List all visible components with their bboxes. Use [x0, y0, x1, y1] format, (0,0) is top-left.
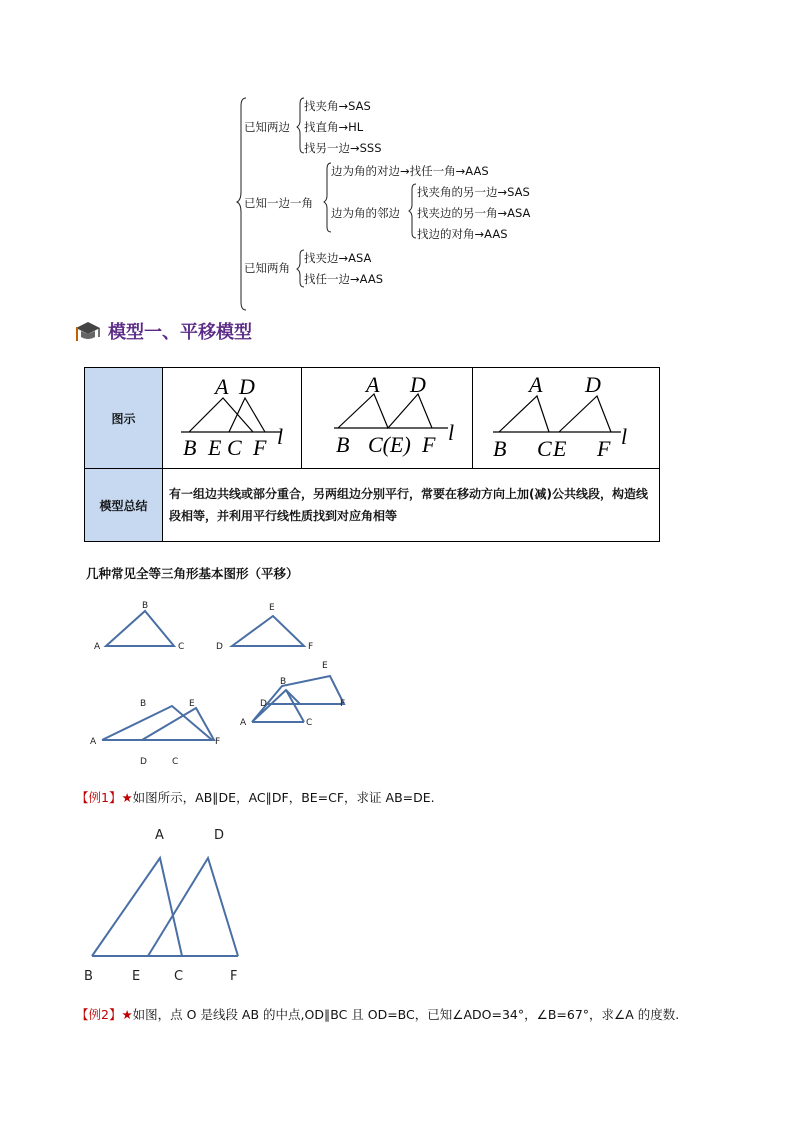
tree-item: 边为角的邻边 [331, 206, 400, 220]
tree-item: 找任一边→AAS [304, 272, 383, 286]
fig-label: l [277, 424, 284, 449]
svg-text:E: E [189, 699, 195, 709]
fig-label: B [336, 432, 350, 457]
svg-text:E: E [132, 969, 141, 984]
fig-label: C [537, 436, 552, 461]
svg-text:E: E [269, 603, 275, 613]
fig-label: F [253, 435, 267, 460]
fig-label: F [597, 436, 611, 461]
tree-item: 找夹边的另一角→ASA [417, 206, 531, 220]
fig-label: l [448, 420, 455, 445]
tree-root-3: 已知两角 [244, 261, 290, 275]
svg-text:D: D [140, 757, 147, 767]
tree-item: 找夹边→ASA [304, 251, 372, 265]
example-2 [76, 1005, 679, 1023]
graduation-cap-icon [74, 319, 102, 343]
svg-text:B: B [84, 969, 93, 984]
example-1 [76, 788, 435, 806]
fig-label: D [239, 374, 255, 399]
svg-text:F: F [308, 642, 314, 652]
section-title: 模型一、平移模型 [108, 322, 252, 343]
figure-svg [163, 368, 301, 464]
tree-root-1: 已知两边 [244, 120, 290, 134]
fig-label: C(E) [368, 432, 411, 457]
model-summary: 有一组边共线或部分重合，另两组边分别平行，常要在移动方向上加(减)公共线段，构造线段相等，并利用平行线性质找到对应角相等 [163, 469, 660, 542]
example-label: 【例1】 [76, 790, 122, 805]
classification-tree [236, 92, 576, 312]
example-1-figure [76, 820, 276, 990]
svg-text:B: B [280, 677, 287, 687]
svg-text:F: F [215, 737, 221, 747]
figure-svg [473, 368, 659, 464]
fig-label: D [410, 372, 426, 397]
subheading: 几种常见全等三角形基本图形（平移） [86, 566, 299, 581]
svg-text:B: B [140, 699, 147, 709]
figure-svg [302, 368, 472, 464]
model-table [84, 367, 660, 542]
fig-label: A [529, 372, 543, 397]
fig-label: E [208, 435, 222, 460]
tree-item: 找夹角→SAS [304, 99, 371, 113]
tree-root-2: 已知一边一角 [244, 196, 313, 210]
fig-label: D [585, 372, 601, 397]
tree-item: 边为角的对边→找任一角→AAS [331, 164, 489, 178]
row-label-figure: 图示 [85, 368, 163, 469]
svg-text:C: C [174, 969, 184, 984]
model-figure-3 [473, 368, 660, 469]
basic-figures [90, 596, 370, 772]
svg-text:A: A [240, 718, 247, 728]
svg-text:A: A [155, 828, 164, 843]
tree-item: 找直角→HL [304, 120, 364, 134]
fig-label: B [493, 436, 507, 461]
fig-label: A [215, 374, 229, 399]
star-icon: ★ [121, 1007, 133, 1022]
example-label: 【例2】 [76, 1007, 122, 1022]
svg-text:C: C [306, 718, 313, 728]
fig-label: E [553, 436, 567, 461]
tree-item: 找夹角的另一边→SAS [417, 185, 530, 199]
svg-text:A: A [90, 737, 97, 747]
model-figure-1 [163, 368, 302, 469]
svg-text:D: D [214, 828, 225, 843]
svg-text:C: C [172, 757, 179, 767]
svg-text:E: E [322, 661, 328, 671]
svg-text:D: D [260, 699, 267, 709]
tree-item: 找另一边→SSS [304, 141, 382, 155]
fig-label: l [621, 424, 628, 449]
svg-text:F: F [340, 699, 346, 709]
fig-label: A [366, 372, 380, 397]
example-text: 如图所示，AB∥DE，AC∥DF，BE=CF，求证 AB=DE. [132, 790, 435, 805]
fig-label: B [183, 435, 197, 460]
svg-text:C: C [178, 642, 185, 652]
svg-text:F: F [230, 969, 238, 984]
fig-label: C [227, 435, 242, 460]
row-label-summary: 模型总结 [85, 469, 163, 542]
svg-text:B: B [142, 601, 149, 611]
svg-text:D: D [216, 642, 223, 652]
model-figure-2 [302, 368, 473, 469]
star-icon: ★ [121, 790, 133, 805]
fig-label: F [422, 432, 436, 457]
svg-text:A: A [94, 642, 101, 652]
section-heading [74, 318, 252, 344]
tree-item: 找边的对角→AAS [417, 227, 508, 241]
example-text: 如图，点 O 是线段 AB 的中点,OD∥BC 且 OD=BC，已知∠ADO=34°，∠B=67°，求∠A 的度数. [132, 1007, 680, 1022]
